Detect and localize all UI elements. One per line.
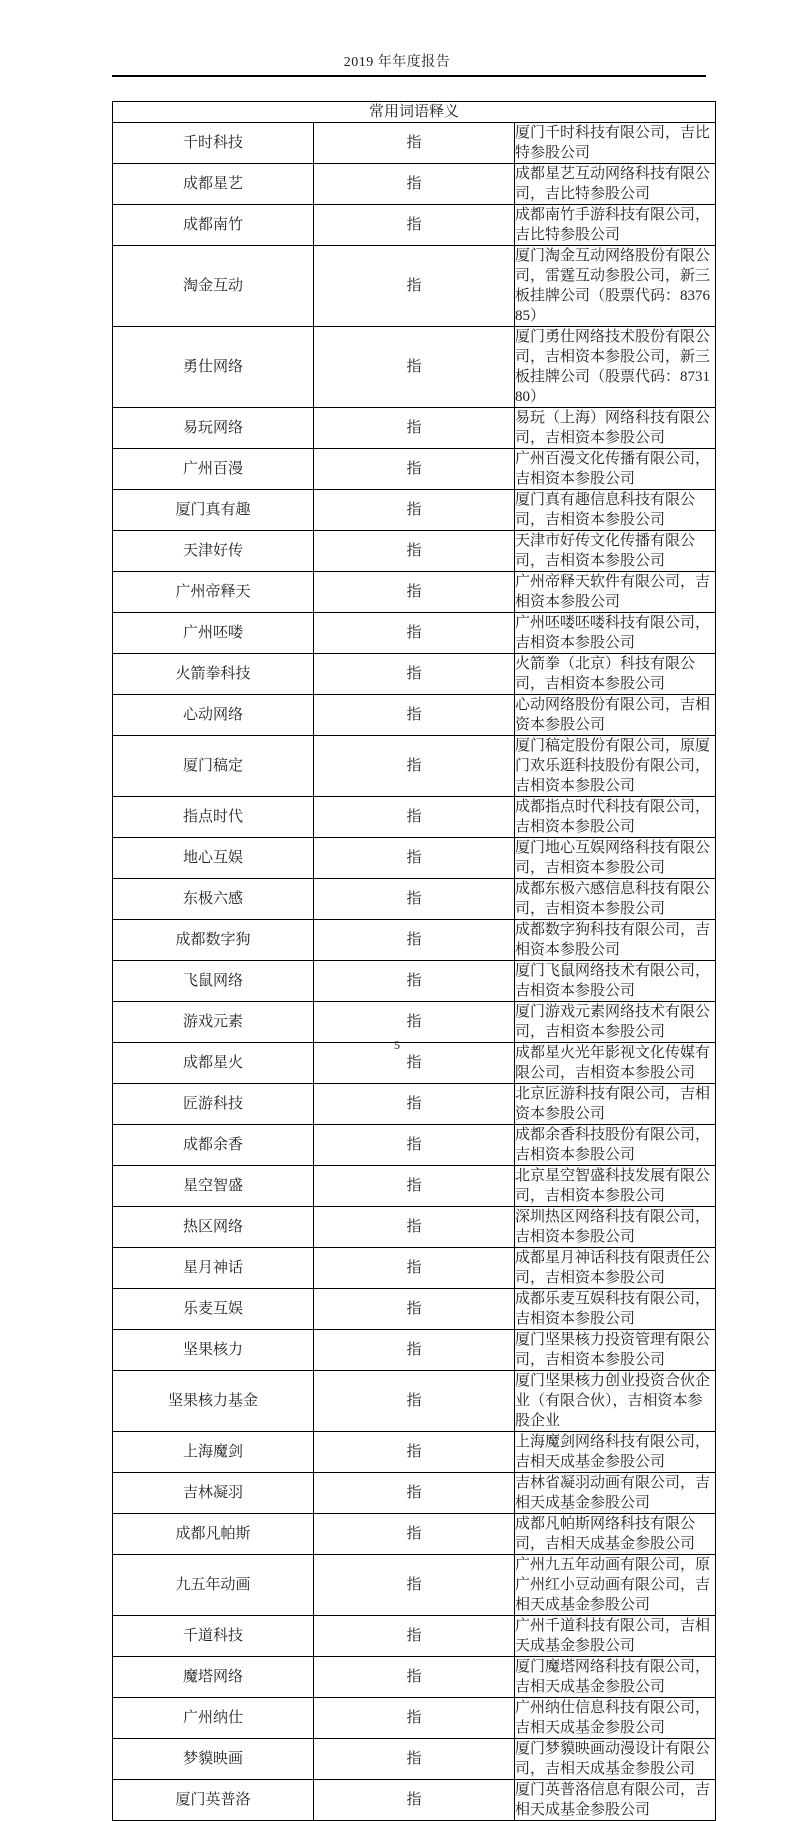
term-cell: 勇仕网络 (113, 327, 314, 408)
definition-cell: 厦门游戏元素网络技术有限公司，吉相资本参股公司 (515, 1002, 716, 1043)
table-row (113, 572, 716, 613)
table-row (113, 1698, 716, 1739)
table-row (113, 1125, 716, 1166)
definition-cell: 成都东极六感信息科技有限公司，吉相资本参股公司 (515, 879, 716, 920)
indicator-cell: 指 (314, 1555, 515, 1616)
table-row (113, 1330, 716, 1371)
header-divider (112, 75, 706, 77)
indicator-cell: 指 (314, 695, 515, 736)
indicator-cell: 指 (314, 1289, 515, 1330)
term-cell: 厦门英普洛 (113, 1780, 314, 1821)
definition-cell: 厦门魔塔网络科技有限公司，吉相天成基金参股公司 (515, 1657, 716, 1698)
definition-cell: 北京匠游科技有限公司，吉相资本参股公司 (515, 1084, 716, 1125)
term-cell: 厦门真有趣 (113, 490, 314, 531)
indicator-cell: 指 (314, 572, 515, 613)
table-row (113, 408, 716, 449)
definition-cell: 上海魔剑网络科技有限公司，吉相天成基金参股公司 (515, 1432, 716, 1473)
term-cell: 星空智盛 (113, 1166, 314, 1207)
table-row (113, 164, 716, 205)
table-row (113, 1371, 716, 1432)
definition-cell: 易玩（上海）网络科技有限公司，吉相资本参股公司 (515, 408, 716, 449)
table-row (113, 327, 716, 408)
definition-cell: 厦门英普洛信息有限公司，吉相天成基金参股公司 (515, 1780, 716, 1821)
definition-cell: 厦门地心互娱网络科技有限公司，吉相资本参股公司 (515, 838, 716, 879)
term-cell: 坚果核力基金 (113, 1371, 314, 1432)
term-cell: 热区网络 (113, 1207, 314, 1248)
table-row (113, 1780, 716, 1821)
term-cell: 千道科技 (113, 1616, 314, 1657)
indicator-cell: 指 (314, 1248, 515, 1289)
indicator-cell: 指 (314, 1166, 515, 1207)
indicator-cell: 指 (314, 961, 515, 1002)
term-cell: 广州纳仕 (113, 1698, 314, 1739)
table-row (113, 1514, 716, 1555)
indicator-cell: 指 (314, 1780, 515, 1821)
definition-cell: 广州帝释天软件有限公司，吉相资本参股公司 (515, 572, 716, 613)
definition-cell: 厦门梦貘映画动漫设计有限公司，吉相天成基金参股公司 (515, 1739, 716, 1780)
definition-cell: 成都星火光年影视文化传媒有限公司，吉相资本参股公司 (515, 1043, 716, 1084)
table-row (113, 1616, 716, 1657)
term-cell: 东极六感 (113, 879, 314, 920)
term-cell: 成都南竹 (113, 205, 314, 246)
indicator-cell: 指 (314, 1043, 515, 1084)
term-cell: 成都星艺 (113, 164, 314, 205)
table-row (113, 123, 716, 164)
table-row (113, 1207, 716, 1248)
term-cell: 游戏元素 (113, 1002, 314, 1043)
term-cell: 坚果核力 (113, 1330, 314, 1371)
indicator-cell: 指 (314, 920, 515, 961)
indicator-cell: 指 (314, 1432, 515, 1473)
table-row (113, 1166, 716, 1207)
definition-cell: 厦门勇仕网络技术股份有限公司，吉相资本参股公司，新三板挂牌公司（股票代码：873180） (515, 327, 716, 408)
table-row (113, 613, 716, 654)
indicator-cell: 指 (314, 1125, 515, 1166)
term-cell: 梦貘映画 (113, 1739, 314, 1780)
indicator-cell: 指 (314, 879, 515, 920)
indicator-cell: 指 (314, 1616, 515, 1657)
table-row (113, 246, 716, 327)
table-row (113, 654, 716, 695)
indicator-cell: 指 (314, 205, 515, 246)
definition-cell: 天津市好传文化传播有限公司，吉相资本参股公司 (515, 531, 716, 572)
table-row (113, 1248, 716, 1289)
term-cell: 千时科技 (113, 123, 314, 164)
indicator-cell: 指 (314, 1739, 515, 1780)
definition-cell: 成都余香科技股份有限公司，吉相资本参股公司 (515, 1125, 716, 1166)
term-cell: 九五年动画 (113, 1555, 314, 1616)
indicator-cell: 指 (314, 736, 515, 797)
definition-cell: 成都指点时代科技有限公司，吉相资本参股公司 (515, 797, 716, 838)
term-cell: 魔塔网络 (113, 1657, 314, 1698)
definition-cell: 深圳热区网络科技有限公司，吉相资本参股公司 (515, 1207, 716, 1248)
indicator-cell: 指 (314, 164, 515, 205)
term-cell: 成都星火 (113, 1043, 314, 1084)
table-row (113, 1473, 716, 1514)
term-cell: 天津好传 (113, 531, 314, 572)
term-cell: 飞鼠网络 (113, 961, 314, 1002)
table-row (113, 961, 716, 1002)
term-cell: 厦门稿定 (113, 736, 314, 797)
indicator-cell: 指 (314, 1514, 515, 1555)
indicator-cell: 指 (314, 1084, 515, 1125)
table-row (113, 205, 716, 246)
term-cell: 上海魔剑 (113, 1432, 314, 1473)
term-cell: 星月神话 (113, 1248, 314, 1289)
indicator-cell: 指 (314, 838, 515, 879)
table-row (113, 1657, 716, 1698)
definition-cell: 成都乐麦互娱科技有限公司，吉相资本参股公司 (515, 1289, 716, 1330)
indicator-cell: 指 (314, 327, 515, 408)
indicator-cell: 指 (314, 1371, 515, 1432)
definition-cell: 广州百漫文化传播有限公司，吉相资本参股公司 (515, 449, 716, 490)
indicator-cell: 指 (314, 1657, 515, 1698)
term-cell: 广州呸喽 (113, 613, 314, 654)
term-cell: 成都余香 (113, 1125, 314, 1166)
definition-cell: 厦门飞鼠网络技术有限公司，吉相资本参股公司 (515, 961, 716, 1002)
indicator-cell: 指 (314, 1330, 515, 1371)
definition-cell: 成都南竹手游科技有限公司，吉比特参股公司 (515, 205, 716, 246)
page-number: 5 (394, 1038, 400, 1052)
definition-cell: 厦门真有趣信息科技有限公司，吉相资本参股公司 (515, 490, 716, 531)
indicator-cell: 指 (314, 1473, 515, 1514)
table-row (113, 879, 716, 920)
definition-cell: 厦门淘金互动网络股份有限公司，雷霆互动参股公司，新三板挂牌公司（股票代码：837685） (515, 246, 716, 327)
indicator-cell: 指 (314, 1698, 515, 1739)
definition-cell: 广州九五年动画有限公司，原广州红小豆动画有限公司，吉相天成基金参股公司 (515, 1555, 716, 1616)
definition-cell: 火箭拳（北京）科技有限公司，吉相资本参股公司 (515, 654, 716, 695)
table-row (113, 1289, 716, 1330)
indicator-cell: 指 (314, 246, 515, 327)
table-row (113, 920, 716, 961)
table-row (113, 1432, 716, 1473)
table-row (113, 797, 716, 838)
table-title-row (113, 102, 716, 123)
indicator-cell: 指 (314, 654, 515, 695)
term-cell: 成都数字狗 (113, 920, 314, 961)
definition-cell: 吉林省凝羽动画有限公司，吉相天成基金参股公司 (515, 1473, 716, 1514)
table-row (113, 1002, 716, 1043)
indicator-cell: 指 (314, 531, 515, 572)
table-row (113, 695, 716, 736)
table-row (113, 490, 716, 531)
indicator-cell: 指 (314, 490, 515, 531)
definition-cell: 成都星月神话科技有限责任公司，吉相资本参股公司 (515, 1248, 716, 1289)
term-cell: 吉林凝羽 (113, 1473, 314, 1514)
definition-cell: 成都星艺互动网络科技有限公司，吉比特参股公司 (515, 164, 716, 205)
term-cell: 指点时代 (113, 797, 314, 838)
indicator-cell: 指 (314, 797, 515, 838)
report-header-title: 2019 年年度报告 (343, 55, 451, 70)
definition-cell: 广州纳仕信息科技有限公司，吉相天成基金参股公司 (515, 1698, 716, 1739)
indicator-cell: 指 (314, 123, 515, 164)
term-cell: 火箭拳科技 (113, 654, 314, 695)
definition-cell: 厦门坚果核力投资管理有限公司，吉相资本参股公司 (515, 1330, 716, 1371)
term-cell: 淘金互动 (113, 246, 314, 327)
definition-cell: 厦门稿定股份有限公司，原厦门欢乐逛科技股份有限公司，吉相资本参股公司 (515, 736, 716, 797)
table-title: 常用词语释义 (113, 102, 716, 123)
table-row (113, 449, 716, 490)
table-row (113, 1739, 716, 1780)
definition-cell: 北京星空智盛科技发展有限公司，吉相资本参股公司 (515, 1166, 716, 1207)
table-row (113, 1555, 716, 1616)
definition-cell: 成都凡帕斯网络科技有限公司，吉相天成基金参股公司 (515, 1514, 716, 1555)
indicator-cell: 指 (314, 1002, 515, 1043)
term-cell: 匠游科技 (113, 1084, 314, 1125)
term-cell: 广州帝释天 (113, 572, 314, 613)
term-cell: 心动网络 (113, 695, 314, 736)
table-row (113, 1084, 716, 1125)
table-row (113, 736, 716, 797)
definitions-table-body (113, 102, 716, 1821)
term-cell: 乐麦互娱 (113, 1289, 314, 1330)
indicator-cell: 指 (314, 1207, 515, 1248)
term-cell: 易玩网络 (113, 408, 314, 449)
definition-cell: 厦门坚果核力创业投资合伙企业（有限合伙），吉相资本参股企业 (515, 1371, 716, 1432)
table-row (113, 531, 716, 572)
definition-cell: 厦门千时科技有限公司，吉比特参股公司 (515, 123, 716, 164)
term-cell: 广州百漫 (113, 449, 314, 490)
definition-cell: 广州千道科技有限公司，吉相天成基金参股公司 (515, 1616, 716, 1657)
term-cell: 地心互娱 (113, 838, 314, 879)
table-row (113, 838, 716, 879)
term-cell: 成都凡帕斯 (113, 1514, 314, 1555)
indicator-cell: 指 (314, 408, 515, 449)
definition-cell: 成都数字狗科技有限公司，吉相资本参股公司 (515, 920, 716, 961)
indicator-cell: 指 (314, 449, 515, 490)
indicator-cell: 指 (314, 613, 515, 654)
definition-cell: 广州呸喽呸喽科技有限公司，吉相资本参股公司 (515, 613, 716, 654)
definitions-table (112, 101, 716, 1821)
definition-cell: 心动网络股份有限公司，吉相资本参股公司 (515, 695, 716, 736)
